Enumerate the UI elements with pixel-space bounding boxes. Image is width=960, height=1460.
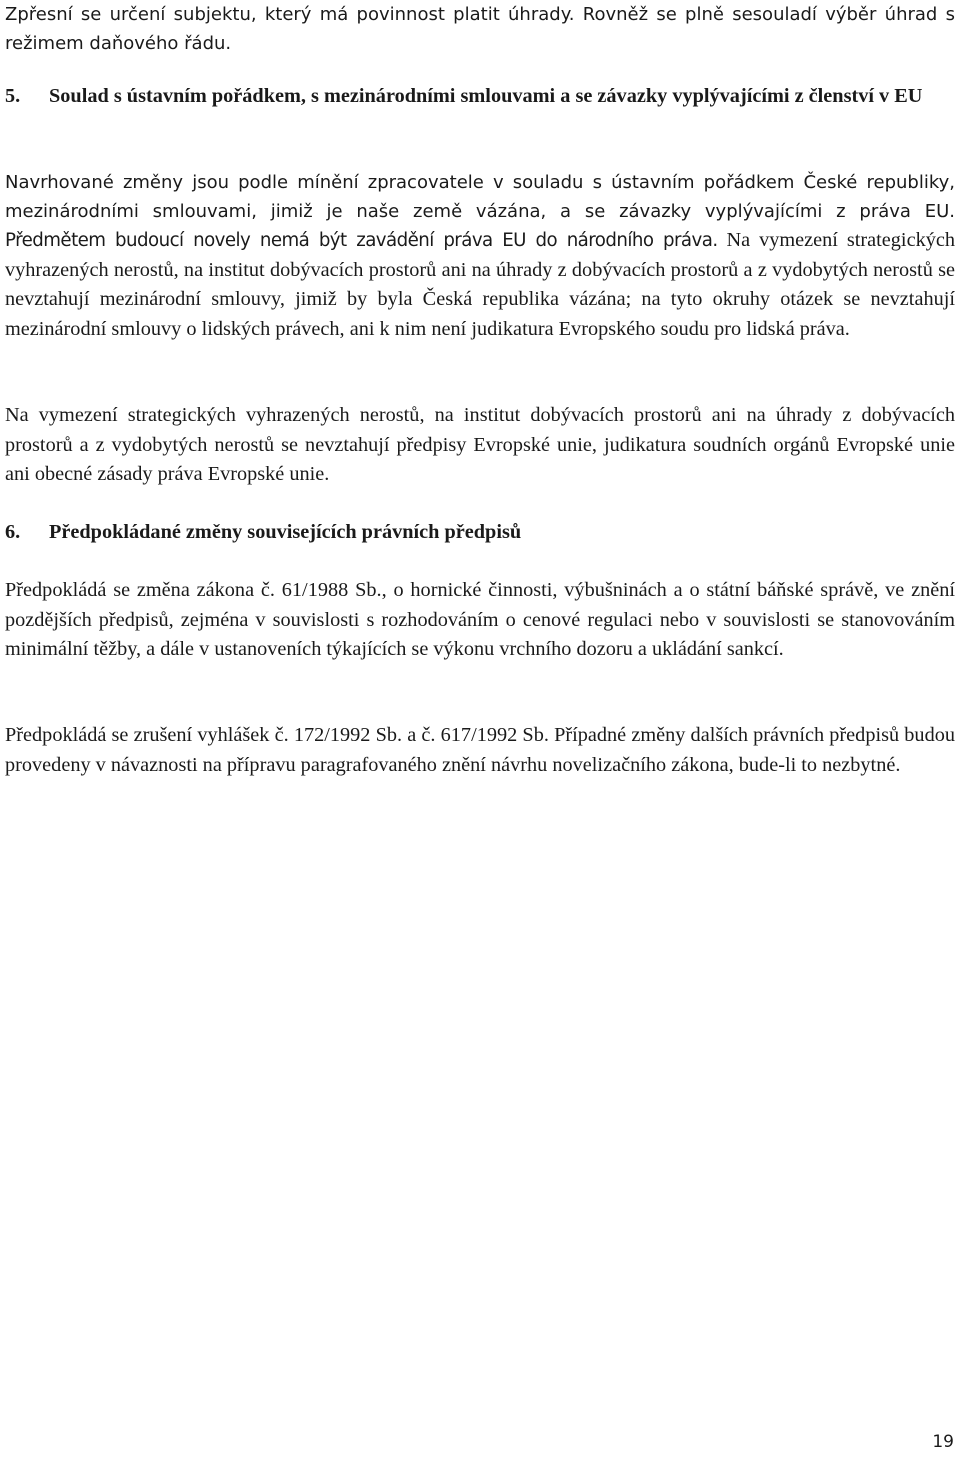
section-6-heading bbox=[5, 518, 955, 548]
intro-paragraph: Zpřesní se určení subjektu, který má povinnost platit úhrady. Rovněž se plně sesouladí výběr úhrad s režimem daňového řádu. bbox=[5, 4, 955, 54]
section-5-paragraph-2: Na vymezení strategických vyhrazených nerostů, na institut dobývacích prostorů ani na úhrady z dobývacích prostorů a z vydobytých nerostů se nevztahují předpisy Evropské unie, judikatura soudních orgánů Evropské unie ani obecné zásady práva Evropské unie. bbox=[5, 404, 955, 485]
section-5-heading bbox=[5, 82, 955, 112]
page-number: 19 bbox=[932, 1432, 954, 1452]
section-5-para-1-part-b: Předmětem budoucí novely nemá být zavádění práva EU do národního práva. bbox=[5, 230, 718, 251]
section-6-paragraph-2: Předpokládá se zrušení vyhlášek č. 172/1992 Sb. a č. 617/1992 Sb. Případné změny dalších právních předpisů budou provedeny v návaznosti na přípravu paragrafovaného znění návrhu novelizačního zákona, bude-li to nezbytné. bbox=[5, 724, 955, 776]
section-5-number: 5. bbox=[5, 85, 21, 107]
section-5-para-1-part-a: Navrhované změny jsou podle mínění zpracovatele v souladu s ústavním pořádkem České republiky, mezinárodními smlouvami, jimiž je naše země vázána, a se závazky vyplývajícími z práva EU. bbox=[5, 172, 955, 222]
section-5-title: Soulad s ústavním pořádkem, s mezinárodními smlouvami a se závazky vyplývajícími z členství v EU bbox=[49, 85, 923, 107]
section-6-title: Předpokládané změny souvisejících právních předpisů bbox=[49, 521, 522, 543]
section-6-number: 6. bbox=[5, 521, 21, 543]
section-5-paragraph-1 bbox=[5, 168, 955, 344]
section-6-paragraph-1: Předpokládá se změna zákona č. 61/1988 Sb., o hornické činnosti, výbušninách a o státní báňské správě, ve znění pozdějších předpisů, zejména v souvislosti s rozhodováním o cenové regulaci nebo v souvislosti se stanovováním minimální těžby, a dále v ustanoveních týkajících se výkonu vrchního dozoru a ukládání sankcí. bbox=[5, 579, 955, 660]
section-5-para-1-part-c: Na vymezení strategických vyhrazených nerostů, na institut dobývacích prostorů ani na úhrady z dobývacích prostorů a z vydobytých nerostů se nevztahují mezinárodní smlouvy, jimiž by byla Česká republika vázána; na tyto okruhy otázek se nevztahují mezinárodní smlouvy o lidských právech, ani k nim není judikatura Evropského soudu pro lidská práva. bbox=[5, 229, 955, 340]
